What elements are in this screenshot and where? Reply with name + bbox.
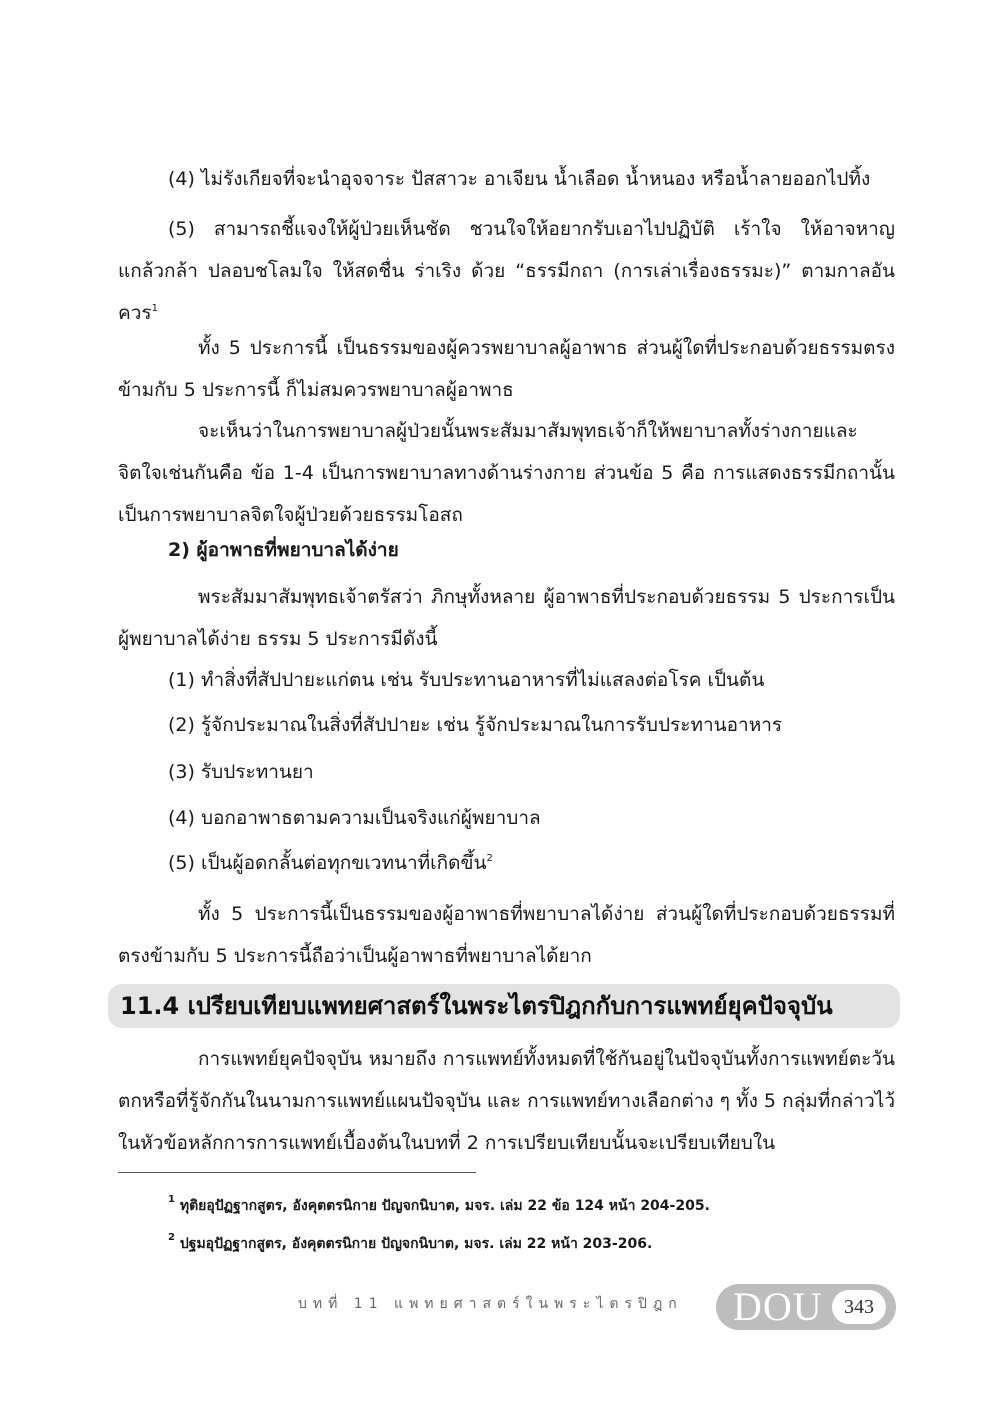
- paragraph-conclusion: จะเห็นว่าในการพยาบาลผู้ป่วยนั้นพระสัมมาสัมพุทธเจ้าก็ให้พยาบาลทั้งร่างกายและจิตใจเช่นกันคือ ข้อ 1-4 เป็นการพยาบาลทางด้านร่างกาย ส่วนข้อ 5 คือ การแสดงธรรมีกถานั้น เป็นการพยาบาลจิตใจผู้ป่วยด้วยธรรมโอสถ: [118, 420, 895, 526]
- list-item-5-text: (5) เป็นผู้อดกลั้นต่อทุกขเวทนาที่เกิดขึ้น: [168, 852, 487, 874]
- footnote-2-number: 2: [168, 1232, 175, 1243]
- paragraph-summary-caretaker: ทั้ง 5 ประการนี้ เป็นธรรมของผู้ควรพยาบาลผู้อาพาธ ส่วนผู้ใดที่ประกอบด้วยธรรมตรงข้ามกับ 5 ประการนี้ ก็ไม่สมควรพยาบาลผู้อาพาธ: [118, 337, 895, 401]
- list-item-5: [168, 848, 493, 878]
- footnote-1: [168, 1195, 710, 1217]
- paragraph-buddha-said: พระสัมมาสัมพุทธเจ้าตรัสว่า ภิกษุทั้งหลาย ผู้อาพาธที่ประกอบด้วยธรรม 5 ประการเป็นผู้พยาบาลได้ง่าย ธรรม 5 ประการมีดังนี้: [118, 586, 895, 650]
- list-item-5-caretaker: [118, 208, 895, 334]
- page-number: 343: [832, 1290, 886, 1324]
- list-item-4: (4) บอกอาพาธตามความเป็นจริงแก่ผู้พยาบาล: [168, 807, 541, 829]
- running-footer-chapter: บทที่ 11 แพทยศาสตร์ในพระไตรปิฎก: [298, 1296, 683, 1312]
- footnote-divider: [118, 1172, 476, 1173]
- footnote-2: [168, 1233, 652, 1255]
- footnote-1-number: 1: [168, 1194, 175, 1205]
- footnote-ref-1[interactable]: 1: [151, 303, 158, 314]
- subheading-easy-patient: 2) ผู้อาพาธที่พยาบาลได้ง่าย: [168, 539, 399, 561]
- paragraph-summary-patient: ทั้ง 5 ประการนี้เป็นธรรมของผู้อาพาธที่พยาบาลได้ง่าย ส่วนผู้ใดที่ประกอบด้วยธรรมที่ตรงข้ามกับ 5 ประการนี้ถือว่าเป็นผู้อาพาธที่พยาบาลได้ยาก: [118, 903, 895, 967]
- list-item-4-caretaker: (4) ไม่รังเกียจที่จะนำอุจจาระ ปัสสาวะ อาเจียน น้ำเลือด น้ำหนอง หรือน้ำลายออกไปทิ้ง: [168, 168, 871, 190]
- list-item-3: (3) รับประทานยา: [168, 761, 314, 783]
- footnote-2-text: ปฐมอุปัฏฐากสูตร, อังคุตตรนิกาย ปัญจกนิบาต, มจร. เล่ม 22 หน้า 203-206.: [179, 1236, 653, 1252]
- list-item-1: (1) ทำสิ่งที่สัปปายะแก่ตน เช่น รับประทานอาหารที่ไม่แสลงต่อโรค เป็นต้น: [168, 669, 765, 691]
- paragraph-modern-medicine: การแพทย์ยุคปัจจุบัน หมายถึง การแพทย์ทั้งหมดที่ใช้กันอยู่ในปัจจุบันทั้งการแพทย์ตะวันตกหรือที่รู้จักกันในนามการแพทย์แผนปัจจุบัน และ การแพทย์ทางเลือกต่าง ๆ ทั้ง 5 กลุ่มที่กล่าวไว้ในหัวข้อหลักการการแพทย์เบื้องต้นในบทที่ 2 การเปรียบเทียบนั้นจะเปรียบเทียบใน: [118, 1048, 895, 1154]
- item5-text: (5) สามารถชี้แจงให้ผู้ป่วยเห็นชัด ชวนใจให้อยากรับเอาไปปฏิบัติ เร้าใจ ให้อาจหาญ แกล้วกล้า ปลอบชโลมใจ ให้สดชื่น ร่าเริง ด้วย “ธรรมีกถา (การเล่าเรื่องธรรมะ)” ตามกาลอันควร: [118, 218, 895, 324]
- footnote-ref-2[interactable]: 2: [486, 853, 493, 864]
- footnote-1-text: ทุติยอุปัฏฐากสูตร, อังคุตตรนิกาย ปัญจกนิบาต, มจร. เล่ม 22 ข้อ 124 หน้า 204-205.: [179, 1198, 710, 1214]
- list-item-2: (2) รู้จักประมาณในสิ่งที่สัปปายะ เช่น รู้จักประมาณในการรับประทานอาหาร: [168, 714, 783, 736]
- section-heading: 11.4 เปรียบเทียบแพทยศาสตร์ในพระไตรปิฎกกับการแพทย์ยุคปัจจุบัน: [120, 992, 833, 1020]
- dou-logo: DOU: [733, 1284, 823, 1329]
